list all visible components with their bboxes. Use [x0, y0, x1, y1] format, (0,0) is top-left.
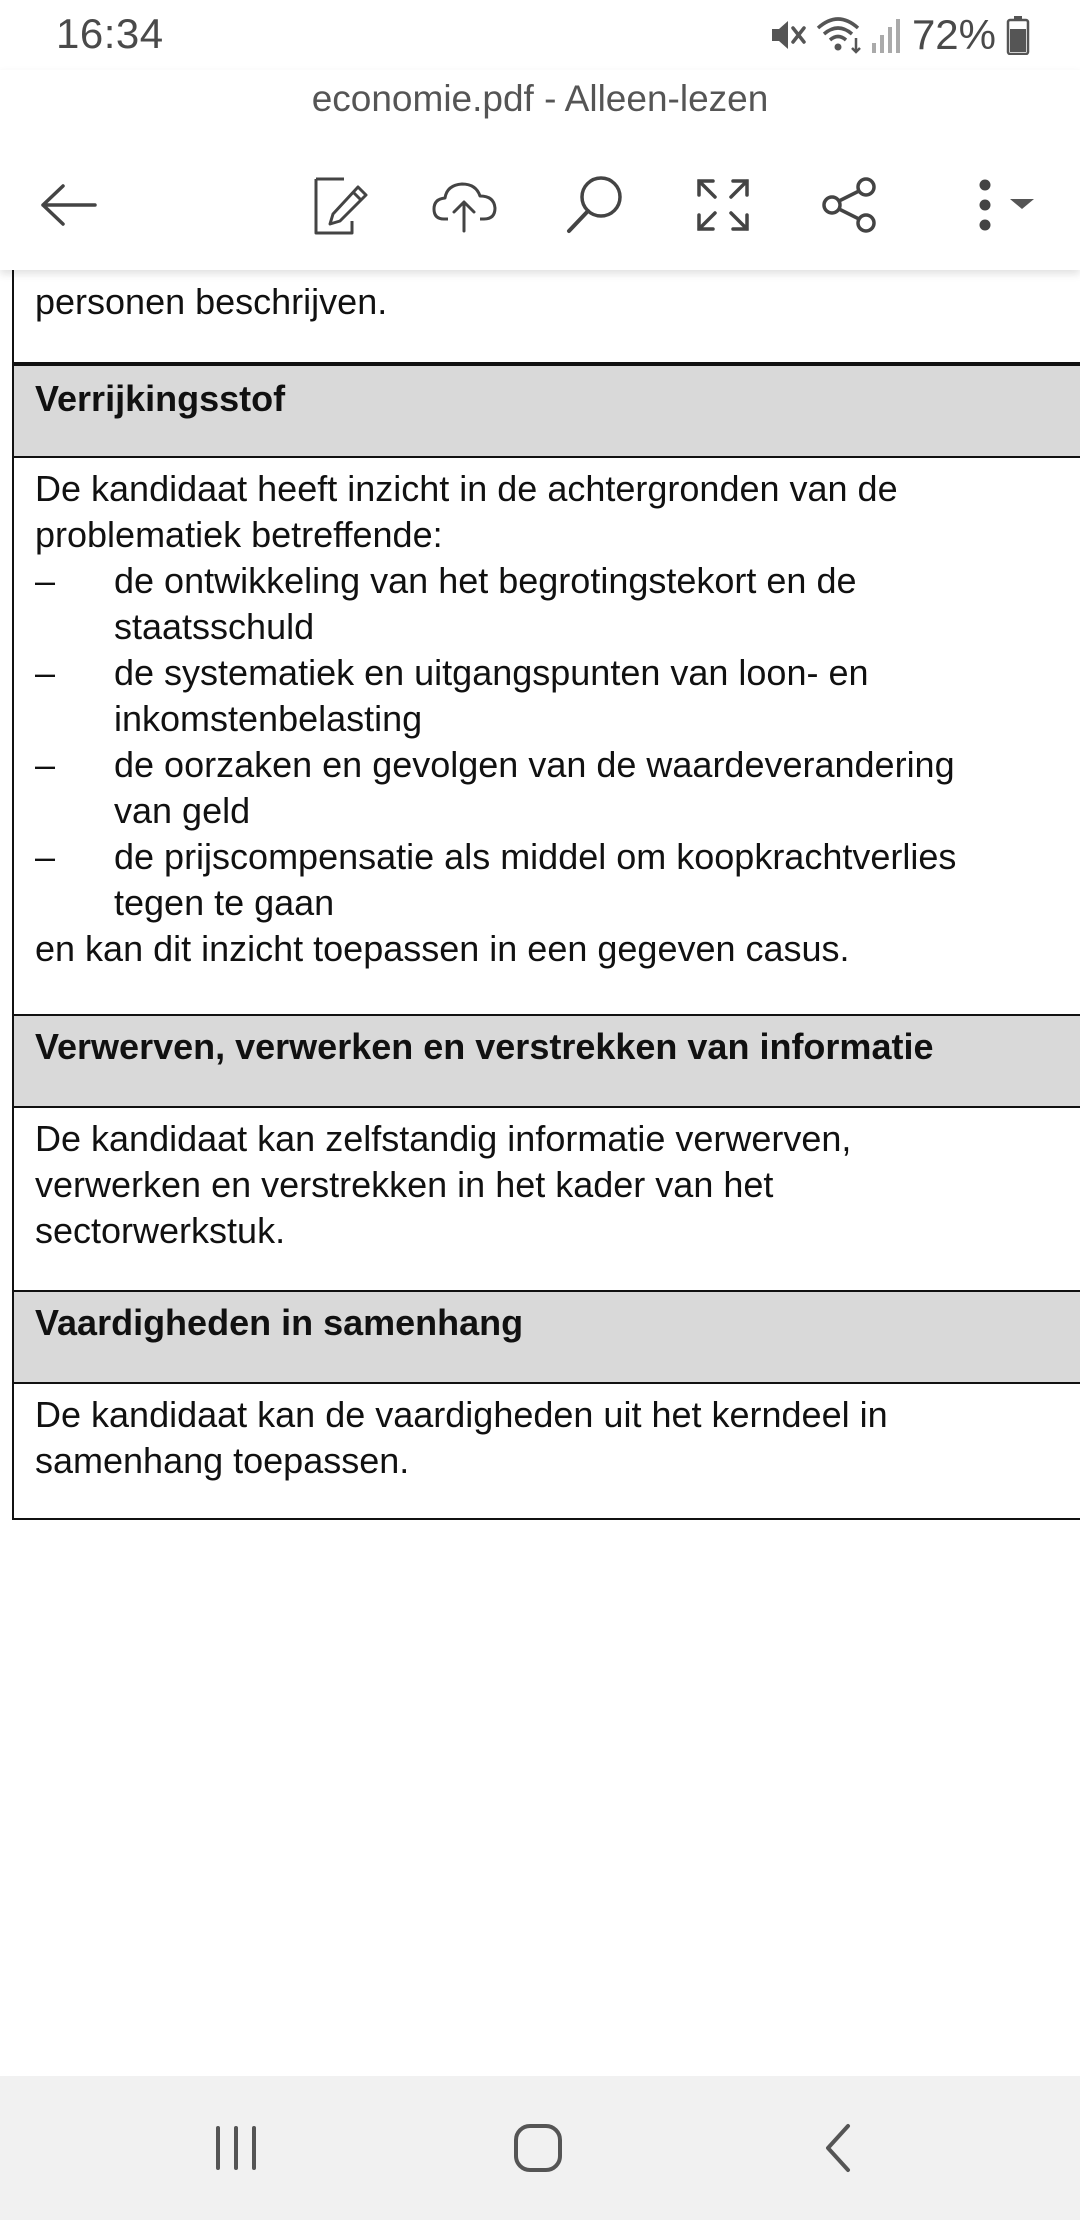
bullet-text-line: tegen te gaan [114, 882, 335, 923]
edit-icon [308, 173, 372, 237]
cloud-upload-button[interactable] [420, 160, 510, 250]
table-row [14, 458, 1080, 1016]
section-body-text: De kandidaat kan zelfstandig informatie verwerven, verwerken en verstrekken in het kader van het sectorwerkstuk. [35, 1118, 852, 1251]
battery-icon [1006, 15, 1030, 55]
section-heading: Verwerven, verwerken en verstrekken van informatie [35, 1026, 934, 1067]
bullet-dash: – [35, 836, 56, 877]
bullet-text-line: de systematiek en uitgangspunten van loon- en [114, 652, 869, 693]
section-heading-row [14, 1016, 1080, 1108]
section-heading: Verrijkingsstof [35, 378, 286, 419]
search-icon [563, 173, 627, 237]
bullet-text-line: de prijscompensatie als middel om koopkrachtverlies [114, 836, 957, 877]
bullet-text-line: staatsschuld [114, 606, 315, 647]
fullscreen-icon [693, 175, 753, 235]
navigation-bar [0, 2076, 1080, 2220]
section-heading: Vaardigheden in samenhang [35, 1302, 524, 1343]
bullet-dash: – [35, 652, 56, 693]
status-time: 16:34 [56, 10, 164, 57]
bullet-dash: – [35, 560, 56, 601]
signal-icon [870, 15, 902, 55]
more-options-button[interactable] [950, 160, 1050, 250]
list-item [35, 834, 1072, 926]
back-icon [810, 2118, 870, 2178]
document-title: economie.pdf - Alleen-lezen [311, 78, 769, 119]
document-table [12, 270, 1080, 1520]
recent-apps-icon [206, 2118, 266, 2178]
mute-icon [768, 15, 808, 55]
home-icon [508, 2118, 568, 2178]
share-button[interactable] [805, 160, 895, 250]
table-row [14, 1108, 1080, 1292]
section-heading-row [14, 1292, 1080, 1384]
edit-button[interactable] [295, 160, 385, 250]
table-row [14, 1384, 1080, 1520]
back-button[interactable] [24, 160, 114, 250]
table-row [14, 270, 1080, 364]
bullet-text-line: de oorzaken en gevolgen van de waardeverandering [114, 744, 955, 785]
wifi-icon [814, 14, 866, 56]
bullet-dash: – [35, 744, 56, 785]
share-icon [820, 175, 880, 235]
bullet-text-line: inkomstenbelasting [114, 698, 423, 739]
back-nav-button[interactable] [790, 2098, 890, 2198]
section-intro-text: De kandidaat heeft inzicht in de achtergronden van de problematiek betreffende: [35, 468, 898, 555]
cloud-upload-icon [430, 175, 500, 235]
section-outro-text: en kan dit inzicht toepassen in een gegeven casus. [35, 928, 850, 969]
bullet-text-line: de ontwikkeling van het begrotingstekort en de [114, 560, 857, 601]
home-button[interactable] [488, 2098, 588, 2198]
bullet-text-line: van geld [114, 790, 251, 831]
status-icons [768, 12, 1030, 58]
search-button[interactable] [550, 160, 640, 250]
status-bar [0, 0, 1080, 70]
top-fragment-text: personen beschrijven. [35, 281, 388, 322]
list-item [35, 558, 1072, 650]
recent-apps-button[interactable] [186, 2098, 286, 2198]
list-item [35, 742, 1072, 834]
more-options-icon [955, 175, 1045, 235]
battery-percentage: 72% [911, 11, 996, 58]
section-heading-row [14, 364, 1080, 458]
list-item [35, 650, 1072, 742]
fullscreen-button[interactable] [678, 160, 768, 250]
section-body-text: De kandidaat kan de vaardigheden uit het kerndeel in samenhang toepassen. [35, 1394, 888, 1481]
app-header [0, 70, 1080, 270]
back-arrow-icon [37, 180, 101, 230]
